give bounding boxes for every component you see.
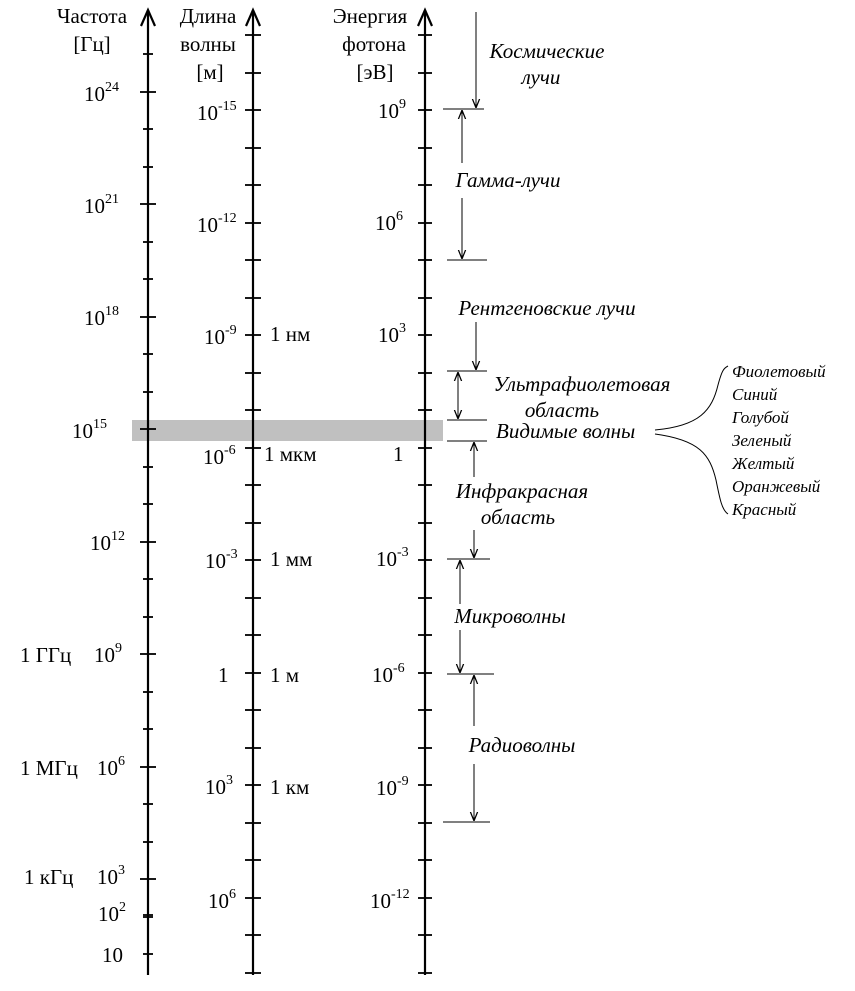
wavelength-labels	[197, 99, 317, 913]
energy-header-unit: [эВ]	[356, 60, 394, 84]
svg-text:109: $10^9$	[378, 97, 406, 123]
band-label-visible: Видимые волны	[496, 419, 636, 443]
svg-text:103: $10^3$	[378, 321, 406, 347]
svg-text:10: 10	[102, 943, 123, 967]
svg-text:1 мм: 1 мм	[270, 547, 313, 571]
frequency-label	[98, 900, 126, 926]
svg-text:10-9: $10^{-9}$	[204, 323, 237, 349]
wavelength-header-unit: [м]	[196, 60, 224, 84]
wavelength-label	[203, 442, 317, 469]
svg-text:10-9: $10^{-9}$	[376, 774, 409, 800]
brace-lower-curve	[655, 434, 728, 514]
wavelength-label	[197, 211, 237, 237]
band-label-cosmic-rays: Космические	[489, 39, 605, 63]
svg-text:1 км: 1 км	[270, 775, 310, 799]
frequency-header-title: Частота	[56, 4, 128, 28]
frequency-label	[20, 641, 122, 667]
wavelength-header-title: Длина	[179, 4, 237, 28]
wavelength-label	[205, 773, 309, 799]
energy-label	[378, 97, 406, 123]
color-label-blue: Синий	[732, 385, 778, 404]
energy-labels	[370, 97, 410, 913]
frequency-label	[84, 192, 119, 218]
svg-text:10-15: $10^{-15}$	[197, 99, 237, 125]
energy-header-title: Энергия	[332, 4, 408, 28]
color-label-green: Зеленый	[732, 431, 792, 450]
svg-text:106: $10^6$	[97, 754, 125, 780]
band-label-infrared-2: область	[480, 505, 556, 529]
svg-text:1: 1	[218, 663, 229, 687]
visible-colors-list	[731, 362, 826, 519]
color-label-yellow: Желтый	[732, 454, 795, 473]
svg-text:10-12: $10^{-12}$	[370, 887, 410, 913]
energy-label	[375, 209, 403, 235]
svg-text:10-6: $10^{-6}$	[372, 661, 405, 687]
svg-text:102: $10^2$	[98, 900, 126, 926]
svg-text:106: $10^6$	[375, 209, 403, 235]
band-label-ultraviolet-2: область	[524, 398, 600, 422]
energy-label	[378, 321, 406, 347]
color-label-cyan: Голубой	[732, 408, 789, 427]
wavelength-label	[197, 99, 237, 125]
svg-text:10-6: $10^{-6}$	[203, 443, 236, 469]
color-label-violet: Фиолетовый	[732, 362, 826, 381]
band-labels	[453, 39, 670, 757]
svg-text:1 мкм: 1 мкм	[264, 442, 317, 466]
band-label-cosmic-rays-2: лучи	[521, 65, 561, 89]
energy-header-title-2: фотона	[342, 32, 406, 56]
svg-text:103: $10^3$	[97, 863, 125, 889]
band-label-x-rays: Рентгеновские лучи	[458, 296, 636, 320]
frequency-label	[102, 943, 123, 967]
svg-text:1 ГГц: 1 ГГц	[20, 643, 72, 667]
svg-text:1 нм: 1 нм	[270, 322, 311, 346]
energy-label	[370, 887, 410, 913]
wavelength-header	[180, 4, 237, 84]
svg-text:109: $10^9$	[94, 641, 122, 667]
color-label-orange: Оранжевый	[732, 477, 821, 496]
svg-text:1012: $10^{12}$	[90, 529, 125, 555]
svg-text:1: 1	[393, 442, 404, 466]
frequency-header-unit: [Гц]	[73, 32, 111, 56]
color-label-red: Красный	[732, 500, 797, 519]
energy-label	[393, 442, 404, 466]
band-markers	[443, 12, 494, 822]
band-label-microwaves: Микроволны	[454, 604, 566, 628]
svg-text:10-3: $10^{-3}$	[376, 545, 409, 571]
axis-ticks	[140, 35, 432, 973]
wavelength-label	[208, 887, 236, 913]
visible-light-band	[132, 420, 443, 441]
band-label-radio-waves: Радиоволны	[468, 733, 576, 757]
energy-header	[333, 4, 408, 84]
frequency-label	[90, 529, 125, 555]
svg-text:1015: $10^{15}$	[72, 417, 107, 443]
wavelength-label	[218, 663, 299, 687]
svg-text:1 м: 1 м	[270, 663, 300, 687]
svg-text:106: $10^6$	[208, 887, 236, 913]
band-label-infrared: Инфракрасная	[455, 479, 589, 503]
svg-text:10-12: $10^{-12}$	[197, 211, 237, 237]
frequency-label	[84, 304, 119, 330]
frequency-label	[24, 863, 125, 889]
band-label-gamma-rays: Гамма-лучи	[455, 168, 561, 192]
frequency-header	[57, 4, 128, 56]
frequency-label	[20, 754, 125, 780]
frequency-label	[84, 80, 119, 106]
svg-text:1018: $10^{18}$	[84, 304, 119, 330]
frequency-labels	[20, 80, 126, 967]
svg-text:1 МГц: 1 МГц	[20, 756, 78, 780]
svg-text:1024: $10^{24}$	[84, 80, 119, 106]
frequency-label	[72, 417, 107, 443]
svg-text:103: $10^3$	[205, 773, 233, 799]
svg-text:1 кГц: 1 кГц	[24, 865, 74, 889]
energy-label	[372, 661, 405, 687]
svg-text:1021: $10^{21}$	[84, 192, 119, 218]
energy-label	[376, 545, 409, 571]
band-label-ultraviolet: Ультрафиолетовая	[493, 372, 671, 396]
energy-label	[376, 774, 409, 800]
wavelength-header-title-2: волны	[180, 32, 236, 56]
svg-text:10-3: $10^{-3}$	[205, 547, 238, 573]
